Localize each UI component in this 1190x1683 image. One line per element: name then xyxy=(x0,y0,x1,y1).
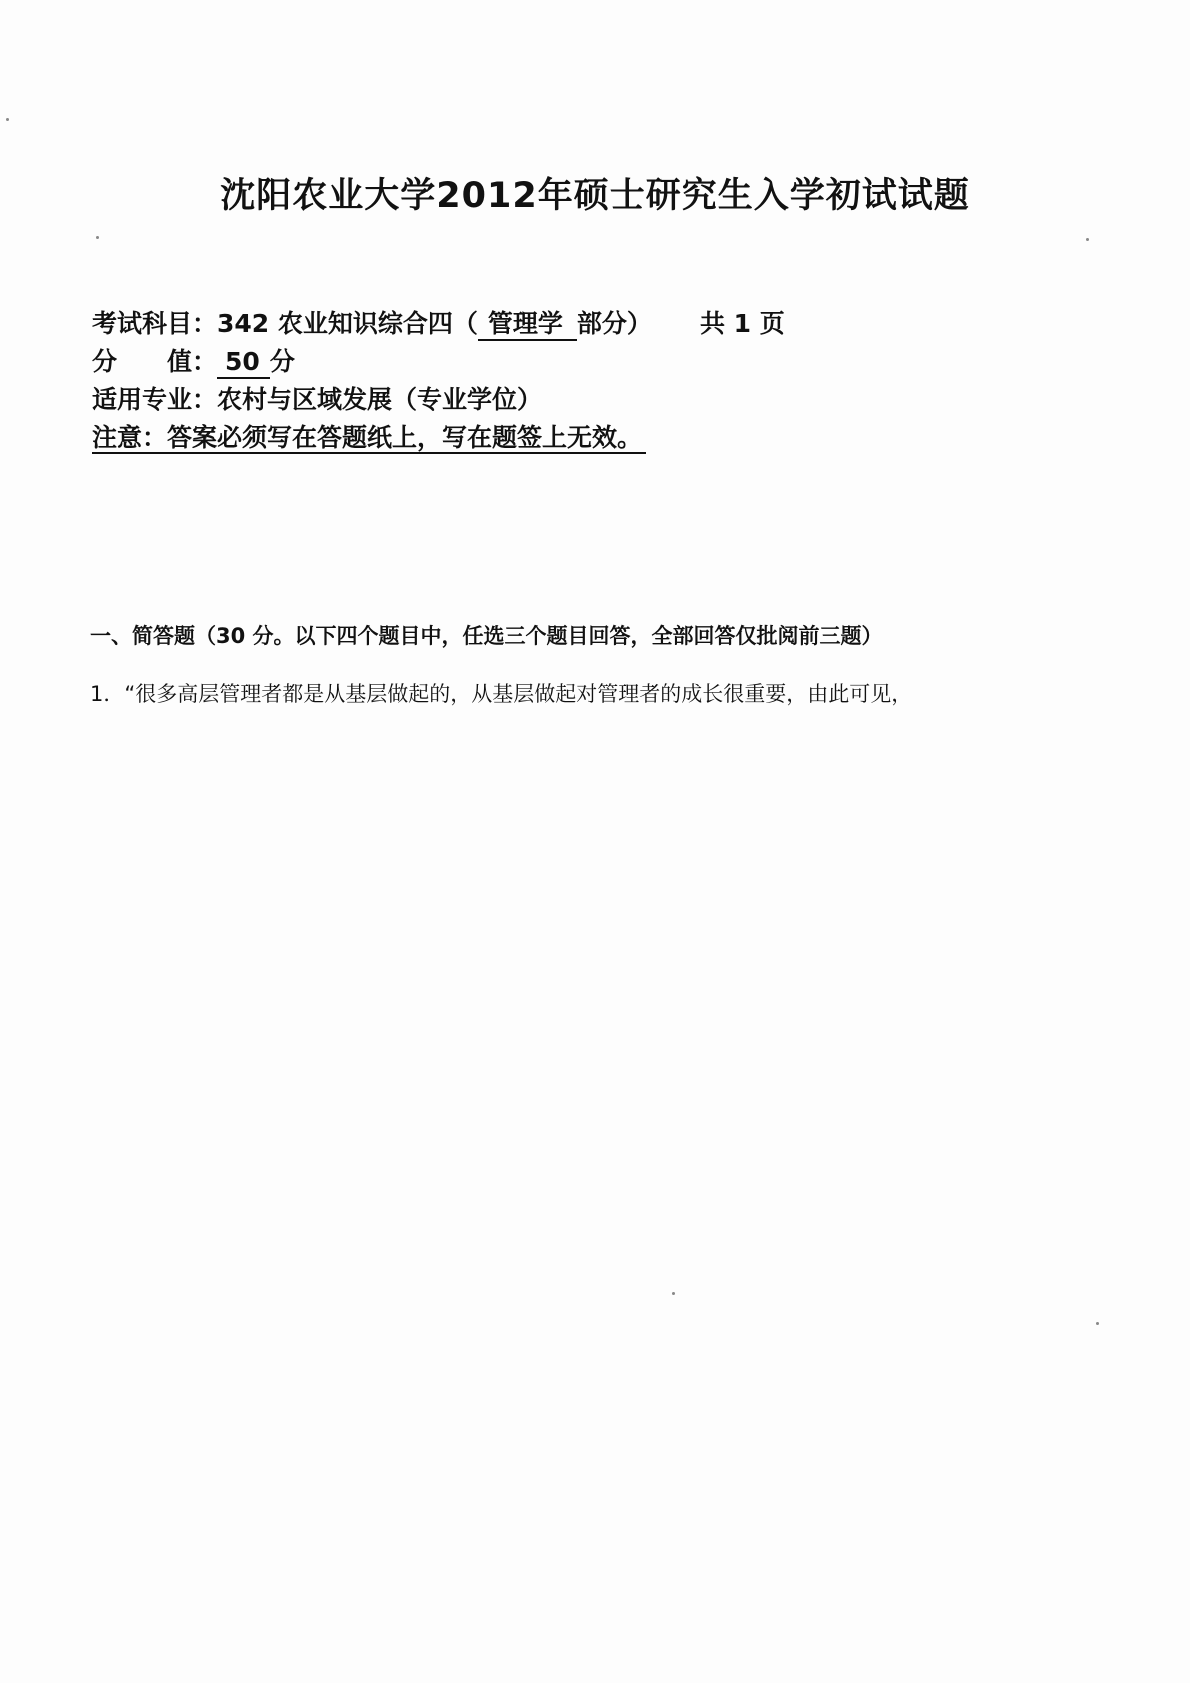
page-count: 共 1 页 xyxy=(699,309,785,338)
exam-meta xyxy=(92,305,992,457)
notice-line xyxy=(92,419,992,457)
question-1: 1．“很多高层管理者都是从基层做起的，从基层做起对管理者的成长很重要，由此可见， xyxy=(90,682,913,706)
score-line xyxy=(92,343,992,381)
score-value: 50 xyxy=(217,347,270,379)
exam-title: 沈阳农业大学2012年硕士研究生入学初试试题 xyxy=(220,176,970,216)
subject-line xyxy=(92,305,992,343)
scan-speck xyxy=(6,118,9,121)
score-label-a: 分 xyxy=(92,347,118,376)
subject-suffix: 部分） xyxy=(576,309,652,338)
score-unit: 分 xyxy=(269,347,295,376)
section-one-heading: 一、简答题（30 分。以下四个题目中，任选三个题目回答，全部回答仅批阅前三题） xyxy=(90,624,883,648)
score-label-b: 值： xyxy=(167,347,218,376)
major-line xyxy=(92,381,992,419)
major-text: 适用专业：农村与区域发展（专业学位） xyxy=(92,385,543,414)
scan-speck xyxy=(672,1292,675,1295)
scan-speck xyxy=(1086,238,1089,241)
subject-label: 考试科目： xyxy=(92,309,218,338)
scan-speck xyxy=(96,236,99,239)
scan-speck xyxy=(1096,1322,1099,1325)
notice-text: 注意：答案必须写在答题纸上，写在题签上无效。 xyxy=(92,423,646,454)
subject-part: 管理学 xyxy=(478,309,577,341)
subject-code-name: 342 农业知识综合四（ xyxy=(217,309,478,338)
